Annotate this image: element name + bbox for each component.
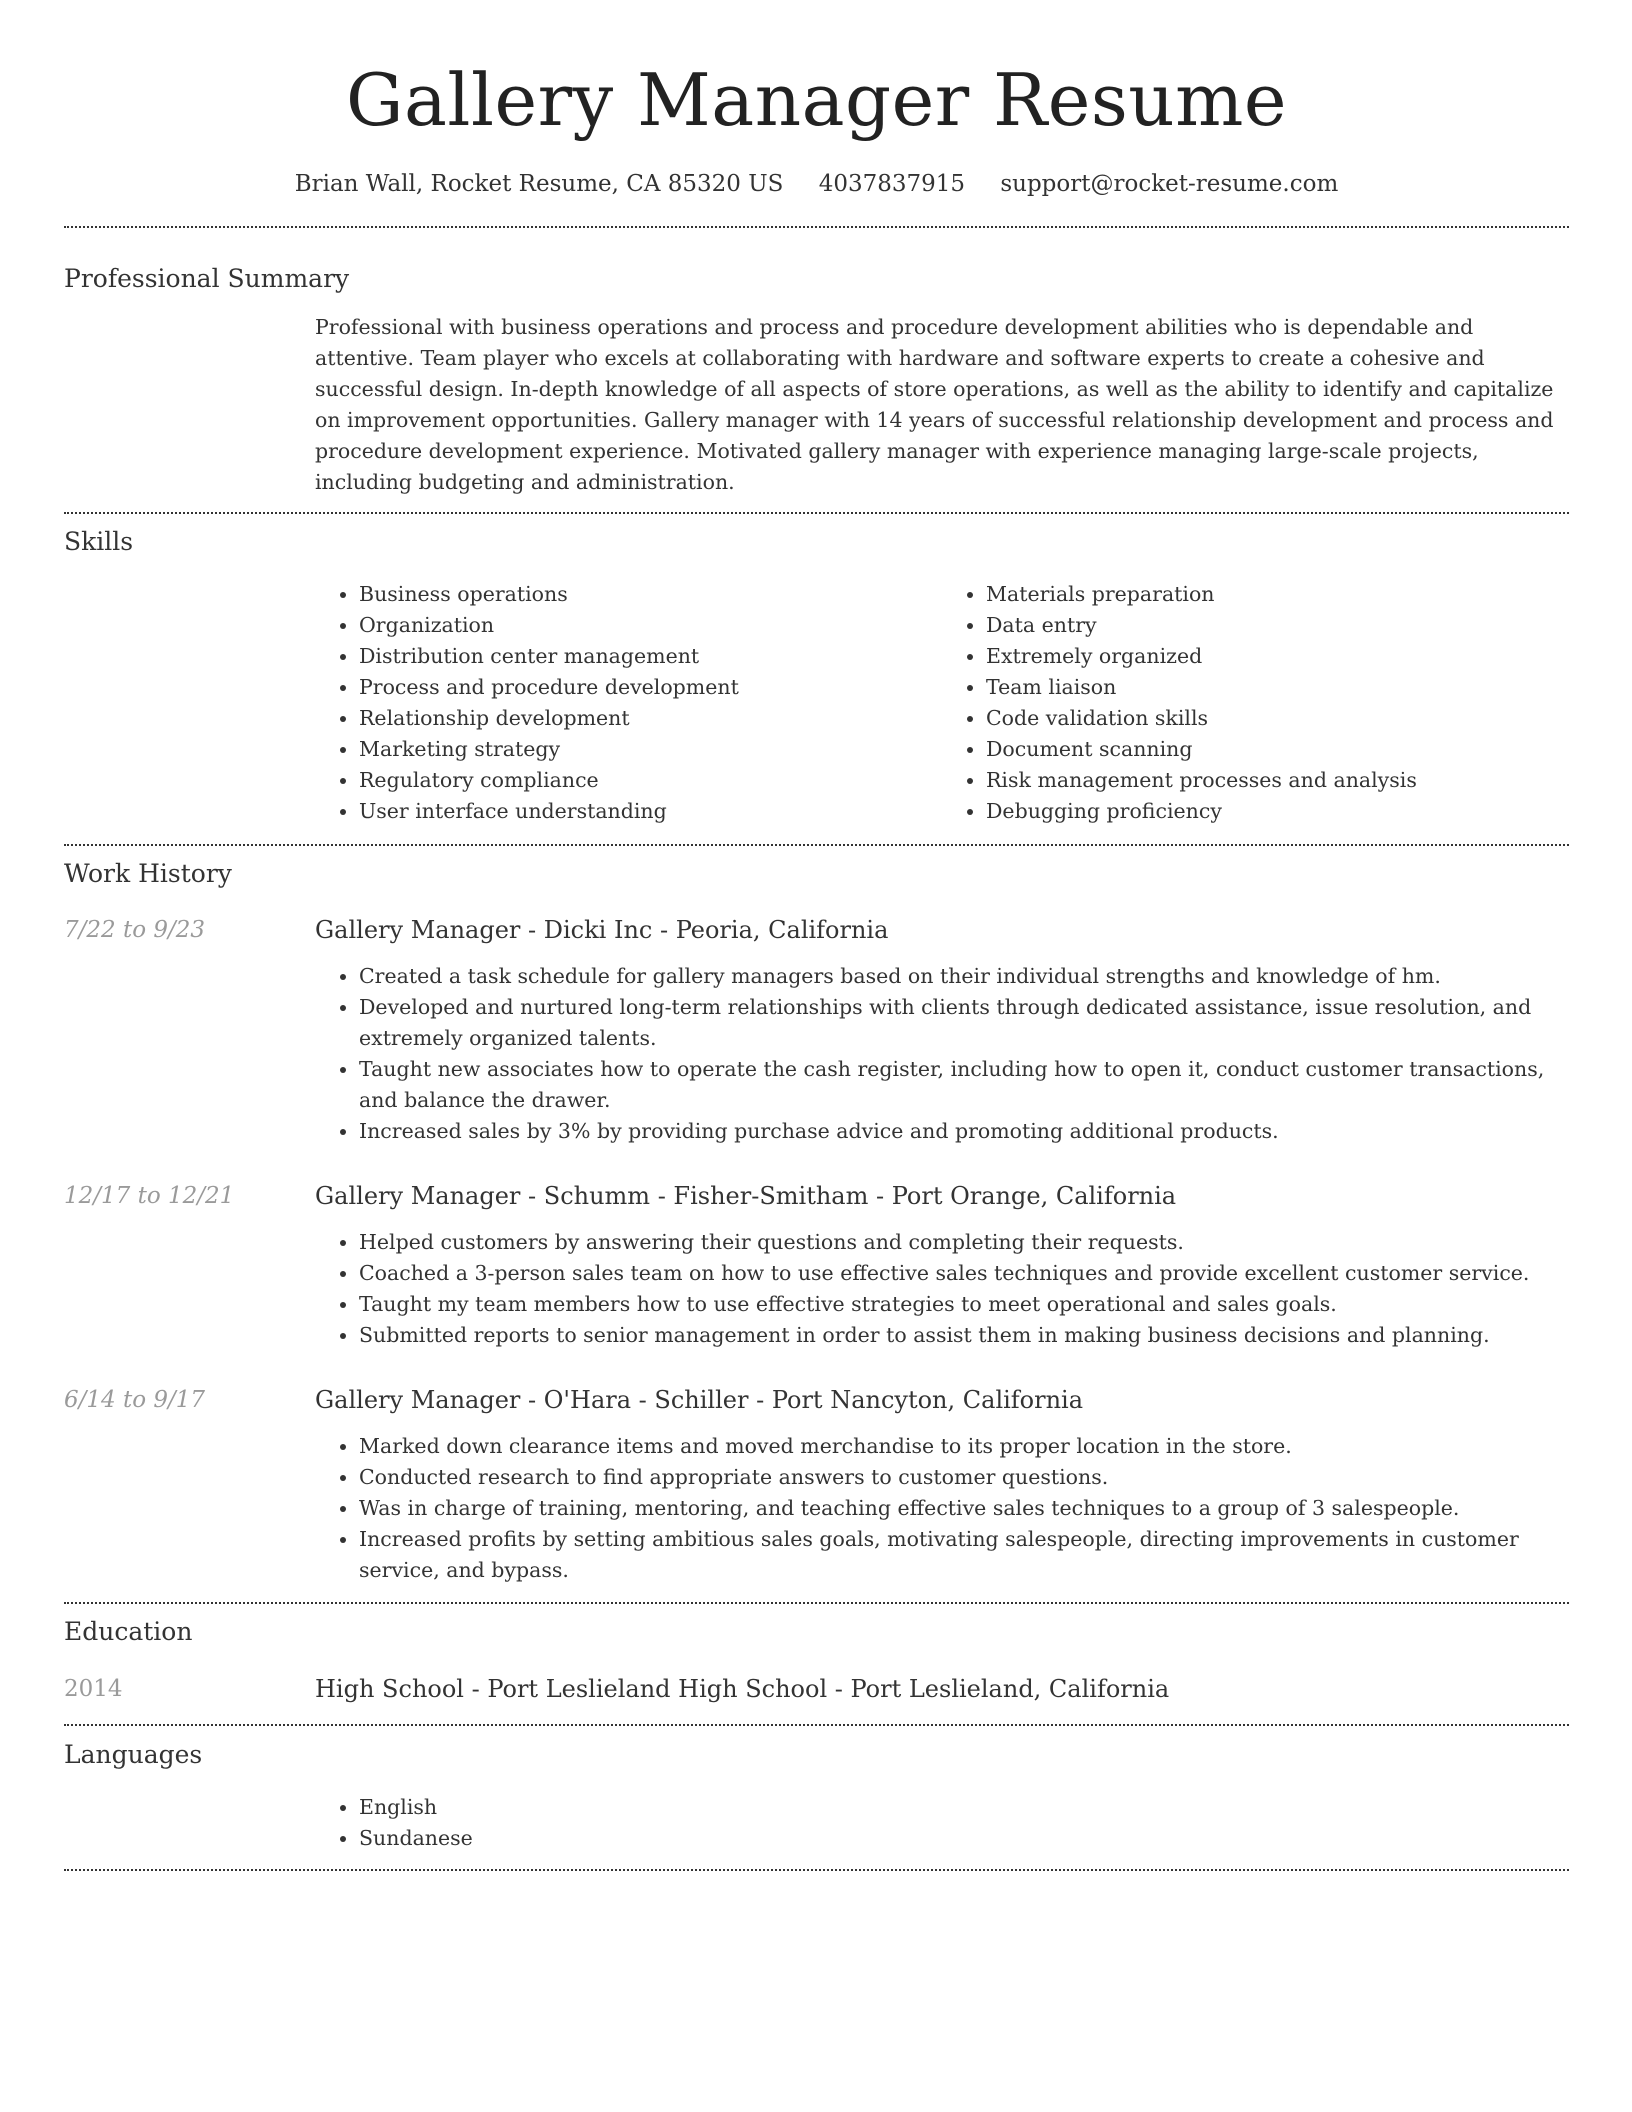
skill-item: • Team liaison <box>986 672 1569 703</box>
skills-heading: Skills <box>64 527 134 556</box>
education-heading: Education <box>64 1617 193 1646</box>
skill-item: • Extremely organized <box>986 641 1569 672</box>
job-bullet: • Increased profits by setting ambitious sales goals, motivating salespeople, directing improvements in customer service, and bypass. <box>359 1524 1569 1586</box>
job-bullet: • Submitted reports to senior management in order to assist them in making business decisions and planning. <box>359 1320 1569 1351</box>
languages-list <box>315 1792 1569 1854</box>
job-title: Gallery Manager - O'Hara - Schiller - Port Nancyton, California <box>315 1386 1084 1414</box>
education-entry <box>64 1672 1569 1706</box>
job-bullets <box>315 1227 1569 1351</box>
language-item: • English <box>359 1792 1569 1823</box>
skill-item: • Organization <box>359 610 942 641</box>
job-bullets <box>315 961 1569 1147</box>
job-body <box>315 913 1569 1147</box>
job-entry <box>64 913 1569 1147</box>
education-title: High School - Port Leslieland High School - Port Leslieland, California <box>315 1675 1170 1703</box>
skills-list <box>315 579 1569 827</box>
skills-column-right <box>942 579 1569 827</box>
skill-item: • User interface understanding <box>359 796 942 827</box>
skill-item: • Marketing strategy <box>359 734 942 765</box>
job-bullet: • Coached a 3-person sales team on how to use effective sales techniques and provide excellent customer service. <box>359 1258 1569 1289</box>
skill-item: • Distribution center management <box>359 641 942 672</box>
job-entry <box>64 1179 1569 1351</box>
summary-text: Professional with business operations and process and procedure development abilities who is dependable and attentive. Team player who excels at collaborating with hardware and software experts to create a cohesive and successful design. In-depth knowledge of all aspects of store operations, as well as the ability to identify and capitalize on improvement opportunities. Gallery manager with 14 years of successful relationship development and process and procedure development experience. Motivated gallery manager with experience managing large-scale projects, including budgeting and administration. <box>315 315 1554 494</box>
job-entry <box>64 1383 1569 1586</box>
work-heading: Work History <box>64 859 232 888</box>
job-title: Gallery Manager - Dicki Inc - Peoria, California <box>315 916 889 944</box>
job-bullet: • Was in charge of training, mentoring, and teaching effective sales techniques to a group of 3 salespeople. <box>359 1493 1569 1524</box>
education-year: 2014 <box>64 1676 123 1702</box>
job-body <box>315 1179 1569 1351</box>
divider <box>64 844 1569 846</box>
job-bullet: • Helped customers by answering their questions and completing their requests. <box>359 1227 1569 1258</box>
job-bullet: • Developed and nurtured long-term relationships with clients through dedicated assistance, issue resolution, and extremely organized talents. <box>359 992 1569 1054</box>
job-title: Gallery Manager - Schumm - Fisher-Smitham - Port Orange, California <box>315 1182 1177 1210</box>
skills-column-left <box>315 579 942 827</box>
job-bullet: • Conducted research to find appropriate answers to customer questions. <box>359 1462 1569 1493</box>
skill-item: • Business operations <box>359 579 942 610</box>
skill-item: • Relationship development <box>359 703 942 734</box>
job-bullet: • Marked down clearance items and moved merchandise to its proper location in the store. <box>359 1431 1569 1462</box>
skill-item: • Materials preparation <box>986 579 1569 610</box>
job-dates: 7/22 to 9/23 <box>64 917 206 943</box>
contact-phone: 4037837915 <box>818 171 966 197</box>
skill-item: • Risk management processes and analysis <box>986 765 1569 796</box>
languages-column <box>315 1792 1569 1854</box>
language-item: • Sundanese <box>359 1823 1569 1854</box>
education-body <box>315 1672 1569 1706</box>
contact-address: Brian Wall, Rocket Resume, CA 85320 US <box>294 171 784 197</box>
skill-item: • Regulatory compliance <box>359 765 942 796</box>
skill-item: • Data entry <box>986 610 1569 641</box>
job-body <box>315 1383 1569 1586</box>
divider <box>64 1602 1569 1604</box>
skill-item: • Document scanning <box>986 734 1569 765</box>
resume-title: Gallery Manager Resume <box>345 58 1288 142</box>
job-bullet: • Increased sales by 3% by providing purchase advice and promoting additional products. <box>359 1116 1569 1147</box>
summary-heading: Professional Summary <box>64 264 350 293</box>
job-bullets <box>315 1431 1569 1586</box>
job-dates: 12/17 to 12/21 <box>64 1183 235 1209</box>
divider <box>64 1724 1569 1726</box>
divider <box>64 1869 1569 1871</box>
divider <box>64 512 1569 514</box>
skill-item: • Process and procedure development <box>359 672 942 703</box>
job-bullet: • Taught my team members how to use effective strategies to meet operational and sales goals. <box>359 1289 1569 1320</box>
job-bullet: • Taught new associates how to operate the cash register, including how to open it, conduct customer transactions, and balance the drawer. <box>359 1054 1569 1116</box>
contact-email: support@rocket-resume.com <box>1000 171 1339 197</box>
languages-heading: Languages <box>64 1740 203 1769</box>
skill-item: • Code validation skills <box>986 703 1569 734</box>
job-bullet: • Created a task schedule for gallery managers based on their individual strengths and knowledge of hm. <box>359 961 1569 992</box>
skill-item: • Debugging proficiency <box>986 796 1569 827</box>
divider <box>64 226 1569 228</box>
resume-page <box>64 0 1569 1871</box>
job-dates: 6/14 to 9/17 <box>64 1387 206 1413</box>
contact-line <box>64 168 1569 200</box>
